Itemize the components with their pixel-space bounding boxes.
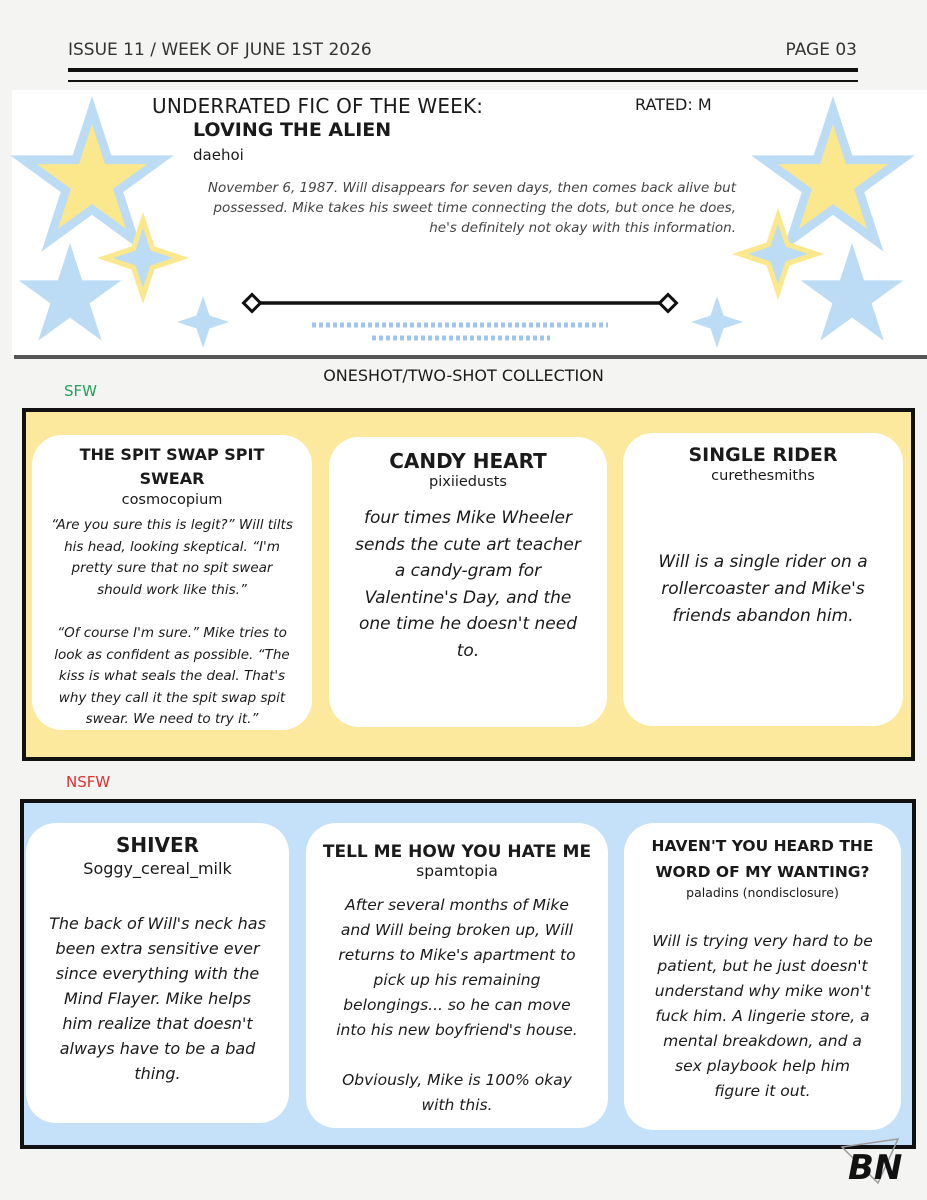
summary-line: one time he doesn't need (359, 614, 577, 634)
card-title: WORD OF MY WANTING? (655, 863, 870, 881)
section-separator (14, 355, 927, 359)
card-author: pixiiedusts (429, 474, 507, 490)
star-icon (801, 243, 904, 341)
card-author: Soggy_cereal_milk (83, 859, 232, 878)
summary-line: he's definitely not okay with this information. (429, 220, 736, 236)
summary-line: fuck him. A lingerie store, a (655, 1007, 870, 1025)
fic-card-shiver[interactable] (26, 823, 289, 1123)
summary-line: should work like this.” (97, 581, 247, 598)
summary-line: The back of Will's neck has (49, 914, 266, 933)
summary-line: Will is a single rider on a (658, 552, 868, 572)
summary-line: understand why mike won't (654, 982, 871, 1000)
card-author: cosmocopium (121, 492, 223, 508)
diamond-icon (244, 295, 261, 312)
card-summary (624, 929, 901, 1104)
card-title: HAVEN'T YOU HEARD THE (651, 837, 874, 855)
summary-line: friends abandon him. (672, 606, 854, 626)
summary-line: look as confident as possible. “The (54, 646, 290, 663)
card-title: CANDY HEART (389, 449, 547, 473)
summary-line: why they call it the spit swap spit (58, 689, 286, 706)
fic-card-tell-me-how-you-hate-me[interactable] (306, 823, 608, 1128)
card-summary (623, 549, 903, 630)
card-summary (32, 515, 312, 731)
logo-text: BN (848, 1148, 903, 1187)
summary-line: mental breakdown, and a (663, 1032, 862, 1050)
summary-line: been extra sensitive ever (55, 939, 260, 958)
bn-logo (838, 1135, 904, 1187)
summary-line: four times Mike Wheeler (364, 508, 572, 528)
fic-card-spit-swap[interactable] (32, 435, 312, 730)
summary-line: sex playbook help him (675, 1057, 850, 1075)
summary-line: belongings... so he can move (343, 996, 571, 1014)
sparkle-icon (177, 296, 229, 348)
collection-heading: ONESHOT/TWO-SHOT COLLECTION (323, 366, 604, 385)
summary-line: always have to be a bad (59, 1039, 256, 1058)
summary-line: figure it out. (714, 1082, 811, 1100)
feature-author: daehoi (193, 146, 244, 164)
page-number: PAGE 03 (785, 40, 857, 60)
summary-line: Mind Flayer. Mike helps (63, 989, 252, 1008)
summary-gap (306, 1043, 608, 1068)
summary-line: swear. We need to try it.” (85, 711, 259, 728)
header-rule-thick (68, 68, 858, 72)
sparkle-icon (691, 296, 743, 348)
card-author: paladins (nondisclosure) (686, 885, 839, 900)
summary-line: with this. (421, 1096, 493, 1114)
sfw-label: SFW (64, 382, 97, 400)
card-title: TELL ME HOW YOU HATE ME (322, 842, 592, 862)
nsfw-label: NSFW (66, 773, 111, 791)
summary-line: rollercoaster and Mike's (661, 579, 865, 599)
summary-line: November 6, 1987. Will disappears for seven days, then comes back alive but (207, 180, 736, 196)
card-title: SINGLE RIDER (688, 444, 838, 466)
card-title: THE SPIT SWAP SPIT (79, 445, 265, 464)
summary-gap (32, 601, 312, 623)
summary-line: returns to Mike's apartment to (338, 946, 576, 964)
fic-card-havent-you-heard[interactable] (624, 823, 901, 1130)
card-author: curethesmiths (711, 468, 815, 484)
summary-line: since everything with the (55, 964, 260, 983)
summary-line: “Are you sure this is legit?” Will tilts (51, 517, 293, 533)
summary-line: his head, looking skeptical. “I'm (64, 538, 280, 555)
summary-line: Will is trying very hard to be (652, 932, 873, 950)
feature-title: LOVING THE ALIEN (193, 119, 392, 141)
summary-line: to. (456, 640, 480, 661)
card-summary (306, 893, 608, 1118)
summary-line: patient, but he just doesn't (657, 957, 868, 975)
summary-line: After several months of Mike (345, 896, 569, 914)
summary-line: “Of course I'm sure.” Mike tries to (57, 624, 287, 641)
summary-line: into his new boyfriend's house. (336, 1021, 578, 1039)
feature-summary (170, 178, 736, 238)
summary-line: him realize that doesn't (62, 1014, 253, 1033)
fic-card-single-rider[interactable] (623, 433, 903, 726)
fic-card-candy-heart[interactable] (329, 437, 607, 727)
card-title: SWEAR (139, 469, 205, 488)
summary-line: Obviously, Mike is 100% okay (342, 1071, 572, 1089)
summary-line: pretty sure that no spit swear (71, 560, 273, 577)
diamond-icon (660, 295, 677, 312)
summary-line: thing. (134, 1064, 181, 1083)
summary-line: possessed. Mike takes his sweet time connecting the dots, but once he does, (213, 200, 736, 216)
feature-heading: UNDERRATED FIC OF THE WEEK: (152, 94, 484, 118)
summary-line: and Will being broken up, Will (340, 921, 574, 939)
summary-line: pick up his remaining (373, 971, 541, 989)
feature-rating: RATED: M (635, 95, 712, 114)
card-summary (26, 911, 289, 1086)
card-author: spamtopia (416, 862, 498, 880)
card-summary (329, 505, 607, 664)
card-title: SHIVER (115, 833, 200, 857)
summary-line: kiss is what seals the deal. That's (58, 668, 286, 685)
summary-line: Valentine's Day, and the (364, 587, 572, 608)
summary-line: sends the cute art teacher (355, 534, 581, 555)
summary-line: a candy-gram for (394, 561, 542, 581)
issue-label: ISSUE 11 / WEEK OF JUNE 1ST 2026 (68, 40, 372, 60)
sparkle-icon (113, 228, 173, 288)
